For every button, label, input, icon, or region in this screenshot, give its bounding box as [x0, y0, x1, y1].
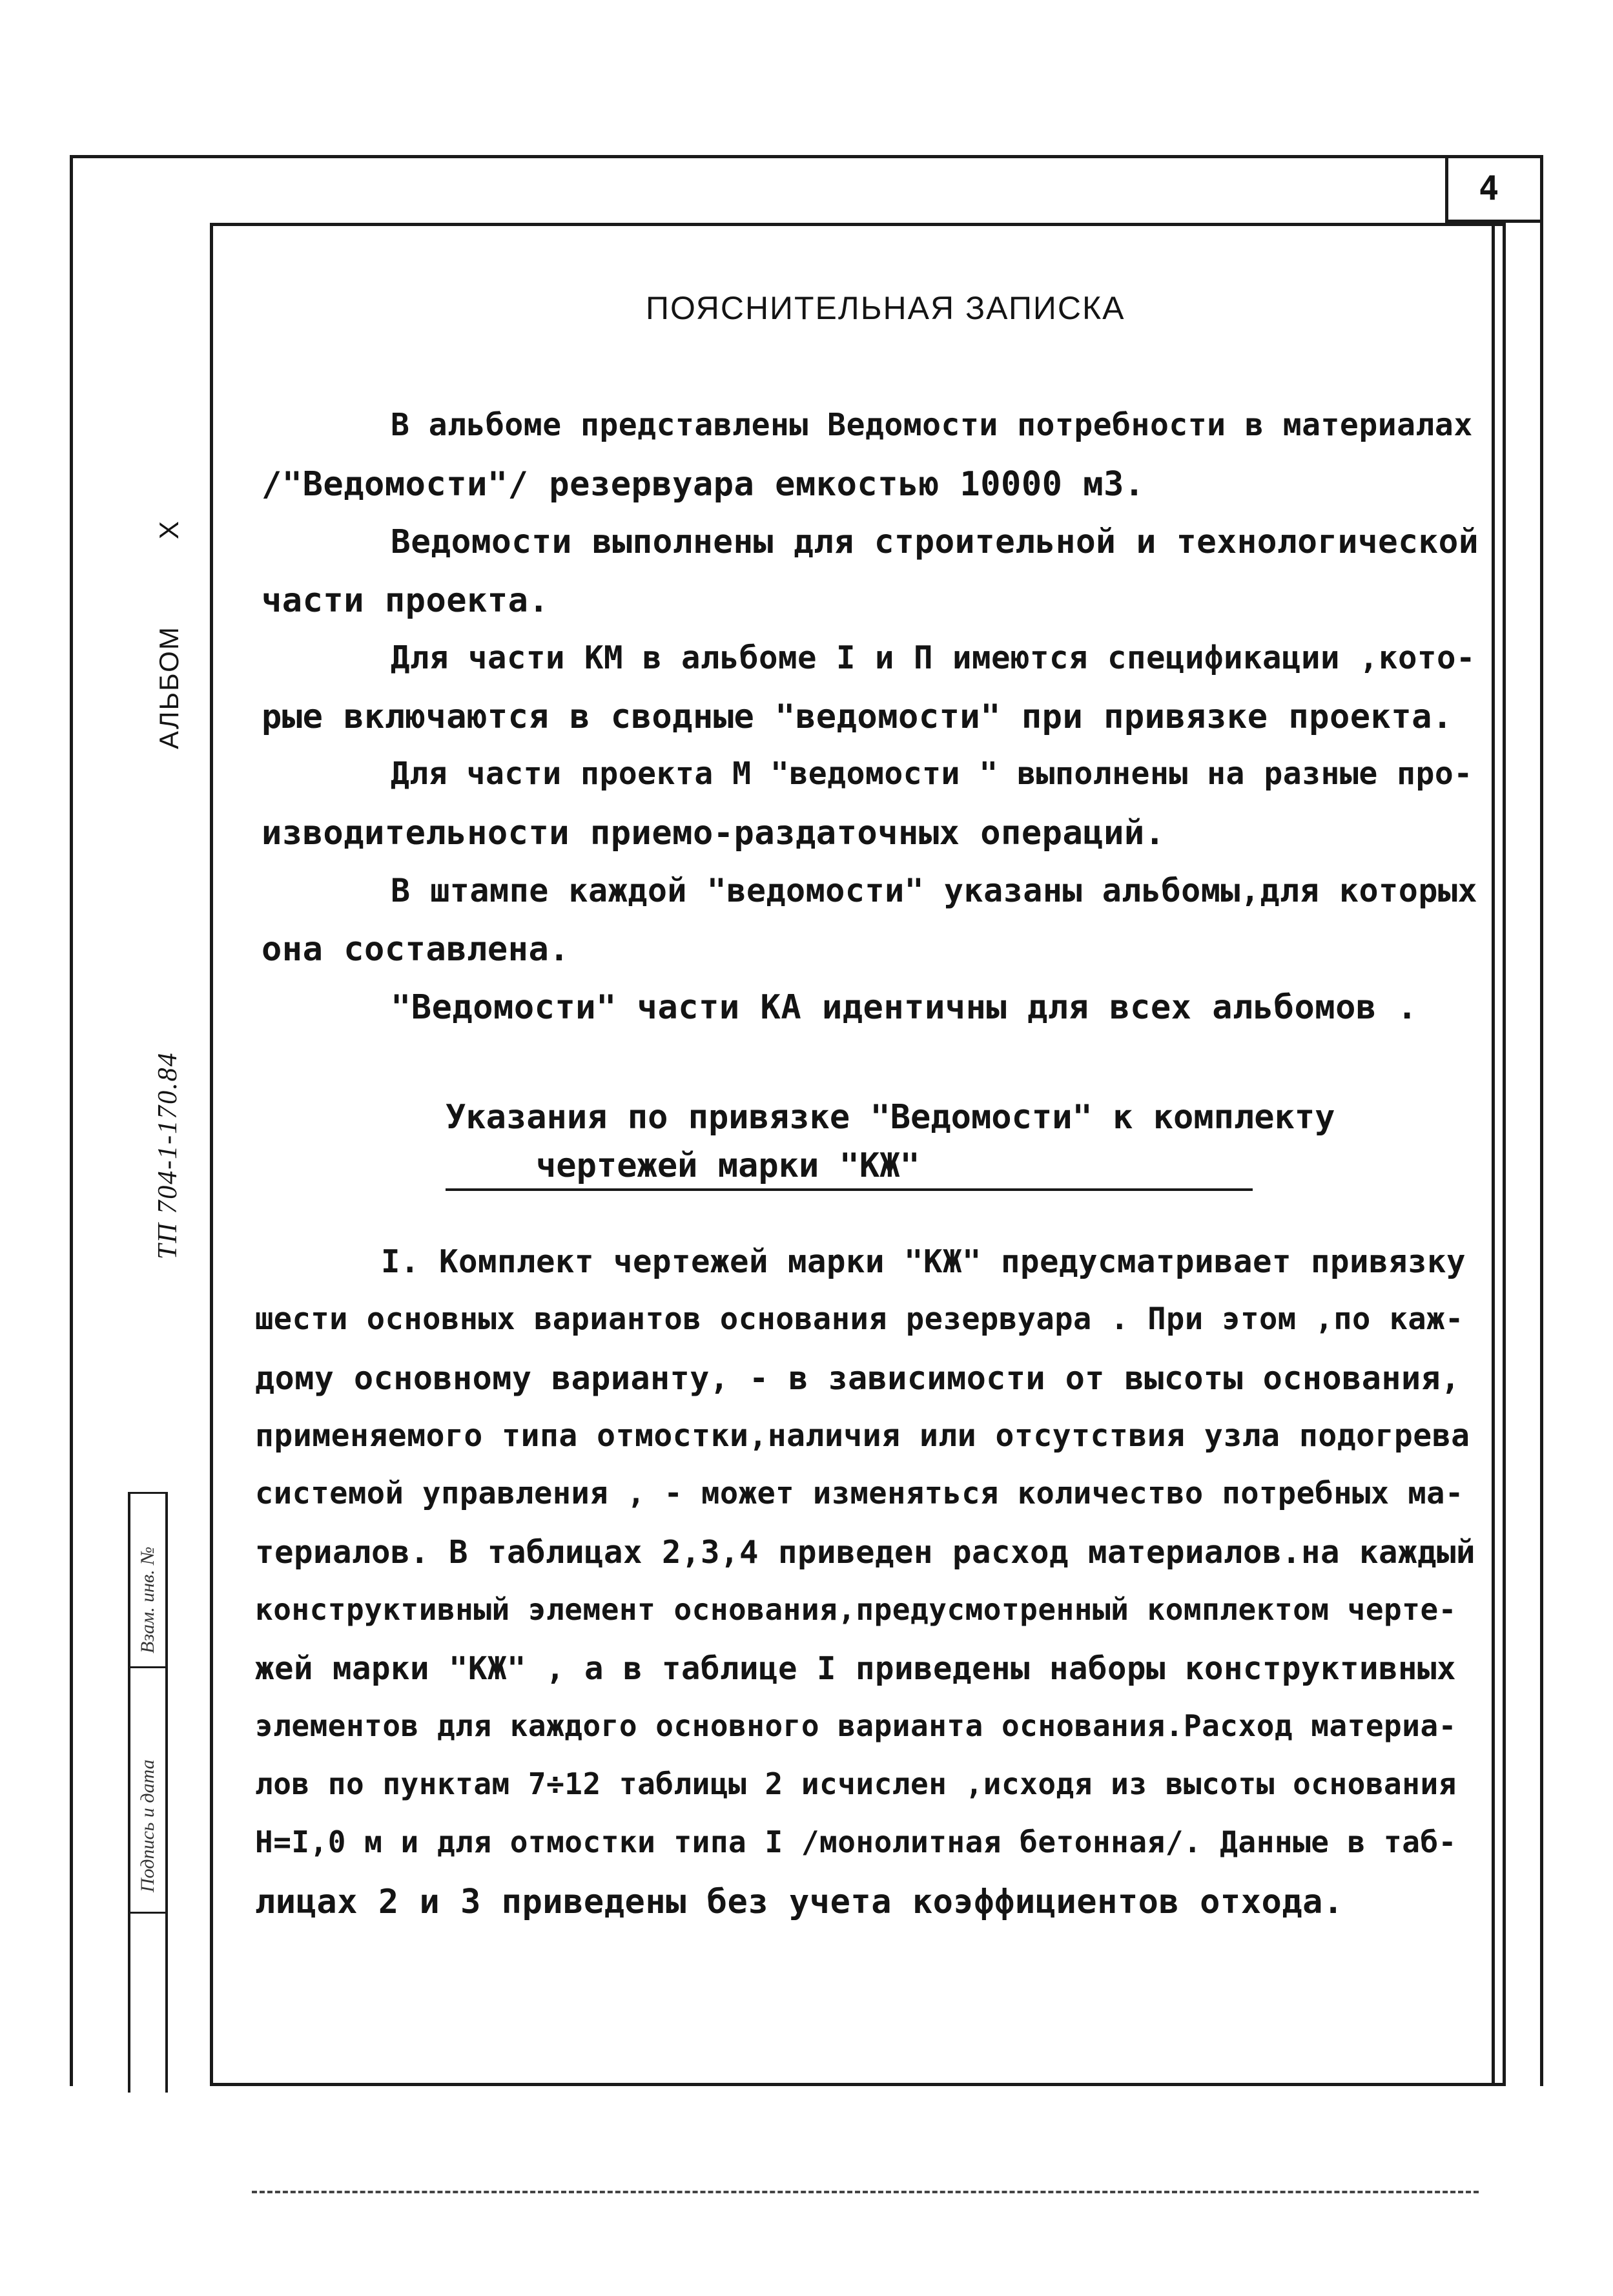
text-line: системой управления , - может изменяться количество потребных ма-: [255, 1476, 1464, 1511]
text-line: части проекта.: [262, 581, 550, 620]
text-line: конструктивный элемент основания,предусмотренный комплектом черте-: [255, 1592, 1457, 1627]
text-line: Для части проекта М "ведомости " выполнены на разные про-: [391, 756, 1473, 792]
album-num-label: X: [154, 519, 184, 539]
text-line: В штампе каждой "ведомости" указаны альбомы,для которых: [391, 872, 1478, 909]
text-line: применяемого типа отмостки,наличия или отсутствия узла подогрева: [255, 1418, 1470, 1454]
text-line: Ведомости выполнены для строительной и технологической: [391, 523, 1479, 561]
text-line: изводительности приемо-раздаточных операций.: [262, 814, 1166, 853]
text-line: рые включаются в сводные "ведомости" при привязке проекта.: [262, 698, 1453, 736]
text-line: дому основному варианту, - в зависимости от высоты основания,: [255, 1360, 1461, 1397]
stamp-inv-label: Взам. инв. №: [137, 1546, 158, 1653]
text-line: I. Комплект чертежей марки "КЖ" предусматривает привязку: [381, 1243, 1466, 1280]
album-label: АЛЬБОМ: [154, 626, 184, 749]
page-number: 4: [1479, 169, 1499, 208]
section-heading-line2: чертежей марки "КЖ": [536, 1146, 920, 1185]
text-line: В альбоме представлены Ведомости потребности в материалах: [391, 407, 1473, 443]
stamp-sign-label: Подпись и дата: [137, 1759, 158, 1892]
stamp-divider: [128, 1492, 168, 1494]
stamp-divider: [128, 1912, 168, 1914]
bottom-dashed-line: [252, 2191, 1479, 2193]
text-line: "Ведомости" части КА идентичны для всех альбомов .: [391, 988, 1418, 1027]
text-line: лов по пунктам 7÷12 таблицы 2 исчислен ,исходя из высоты основания: [255, 1766, 1457, 1801]
frame-right-strip: [1492, 223, 1495, 2086]
project-code: ТП 704-1-170.84: [153, 1051, 183, 1259]
text-line: жей марки "КЖ" , а в таблице I приведены наборы конструктивных: [255, 1650, 1457, 1687]
heading-underline: [446, 1188, 1253, 1191]
text-line: териалов. В таблицах 2,3,4 приведен расход материалов.на каждый: [255, 1534, 1476, 1571]
text-line: Н=I,0 м и для отмостки типа I /монолитная бетонная/. Данные в таб-: [255, 1825, 1457, 1859]
stamp-divider: [128, 1666, 168, 1668]
text-line: Для части КМ в альбоме I и П имеются спецификации ,кото-: [391, 639, 1476, 676]
page-title: ПОЯСНИТЕЛЬНАЯ ЗАПИСКА: [646, 290, 1125, 326]
section-heading: Указания по привязке "Ведомости" к комплекту: [446, 1098, 1335, 1137]
text-line: она составлена.: [262, 930, 570, 969]
text-line: лицах 2 и 3 приведены без учета коэффициентов отхода.: [255, 1883, 1344, 1921]
text-line: элементов для каждого основного варианта основания.Расход материа-: [255, 1708, 1457, 1743]
text-line: /"Ведомости"/ резервуара емкостью 10000 м3.: [262, 465, 1145, 504]
text-line: шести основных вариантов основания резервуара . При этом ,по каж-: [255, 1301, 1464, 1337]
